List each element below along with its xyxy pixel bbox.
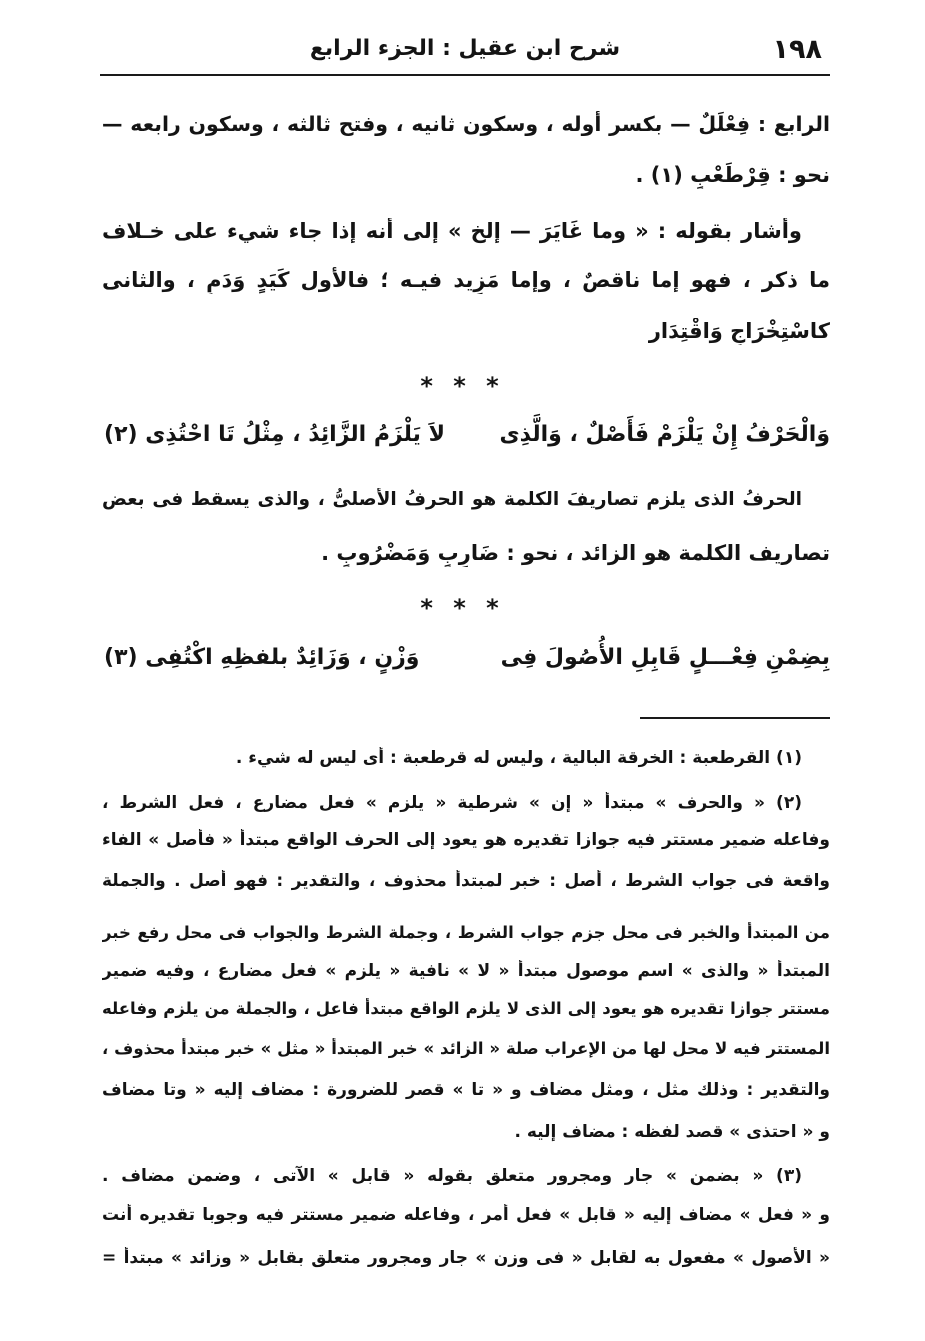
- footnote-line: واقعة فى جواب الشرط ، أصل : خبر لمبتدأ محذوف ، والتقدير : فهو أصل . والجملة: [102, 871, 830, 891]
- footnote-line: و « احتذى » قصد لفظه : مضاف إليه .: [514, 1122, 830, 1142]
- body-line: وأشار بقوله : « وما غَايَرَ — إلخ » إلى أنه إذا جاء شيء على خـلاف: [102, 219, 802, 243]
- running-title: شرح ابن عقيل : الجزء الرابع: [309, 36, 621, 61]
- footnote-line: مستتر جوازا تقديره هو يعود إلى الذى لا يلزم الواقع مبتدأ فاعل ، والجملة من يلزم وفاعله: [102, 999, 830, 1018]
- body-line: ما ذكر ، فهو إما ناقصٌ ، وإما مَزِيد فيـه ؛ فالأول كَيَدٍ وَدَمٍ ، والثانى: [102, 268, 830, 292]
- verse-second-hemistich: لاَ يَلْزَمُ الزَّائِدُ ، مِثْلُ تَا احْتُذِى (٢): [104, 422, 445, 447]
- footnote-line: و « فعل » مضاف إليه « قابل » فعل أمر ، وفاعله ضمير مستتر فيه وجوبا تقديره أنت: [102, 1205, 830, 1225]
- body-line: الرابع : فِعْلَلٌ — بكسر أوله ، وسكون ثانيه ، وفتح ثالثه ، وسكون رابعه —: [102, 112, 830, 136]
- footnote-line: المبتدأ « والذى » اسم موصول مبتدأ « لا » نافية « يلزم » فعل مضارع ، وفيه ضمير: [102, 961, 830, 981]
- section-separator: * * *: [420, 372, 505, 400]
- body-line: كاسْتِخْرَاجٍ وَاقْتِدَار: [648, 319, 830, 343]
- verse-first-hemistich: وَالْحَرْفُ إِنْ يَلْزَمْ فَأَصْلٌ ، وَالَّذِى: [499, 422, 830, 447]
- verse-first-hemistich: بِضِمْنِ فِعْـــلٍ قَابِلِ الأُصُولَ فِى: [500, 645, 830, 670]
- footnote-separator: [640, 717, 830, 719]
- footnote-line: (٢) « والحرف » مبتدأ « إن » شرطية « يلزم » فعل مضارع ، فعل الشرط ،: [102, 793, 802, 813]
- page-number: ١٩٨: [772, 34, 822, 65]
- section-separator: * * *: [420, 594, 505, 622]
- verse-line: [104, 422, 830, 462]
- body-line: الحرفُ الذى يلزم تصاريفَ الكلمة هو الحرفُ الأصلىُّ ، والذى يسقط فى بعض: [102, 489, 802, 510]
- footnote-line: (١) القرطعبة : الخرقة البالية ، وليس له قرطعبة : أى ليس له شيء .: [235, 748, 802, 768]
- footnote-line: (٣) « بضمن » جار ومجرور متعلق بقوله « قابل » الآتى ، وضمن مضاف .: [102, 1166, 802, 1186]
- page-header: [100, 30, 830, 76]
- verse-line: [104, 645, 830, 685]
- footnote-line: من المبتدأ والخبر فى محل جزم جواب الشرط ، وجملة الشرط والجواب فى محل رفع خبر: [102, 923, 830, 942]
- footnote-line: « الأصول » مفعول به لقابل « فى وزن » جار ومجرور متعلق بقابل « وزائد » مبتدأ =: [102, 1248, 830, 1268]
- body-line: نحو : قِرْطَعْبٍ (١) .: [635, 163, 830, 187]
- footnote-line: المستتر فيه لا محل لها من الإعراب صلة « الزائد » خبر المبتدأ « مثل » خبر مبتدأ محذوف ،: [102, 1039, 830, 1058]
- verse-second-hemistich: وَزْنٍ ، وَزَائِدٌ بلفظِهِ اكْتُفِى (٣): [104, 645, 420, 670]
- footnote-line: والتقدير : وذلك مثل ، ومثل مضاف و « تا » قصر للضرورة : مضاف إليه « وتا مضاف: [102, 1080, 830, 1100]
- footnote-line: وفاعله ضمير مستتر فيه جوازا تقديره هو يعود إلى الحرف الواقع مبتدأ « فأصل » الفاء: [102, 830, 830, 850]
- body-line: تصاريف الكلمة هو الزائد ، نحو : ضَارِبٍ وَمَضْرُوبٍ .: [321, 541, 830, 565]
